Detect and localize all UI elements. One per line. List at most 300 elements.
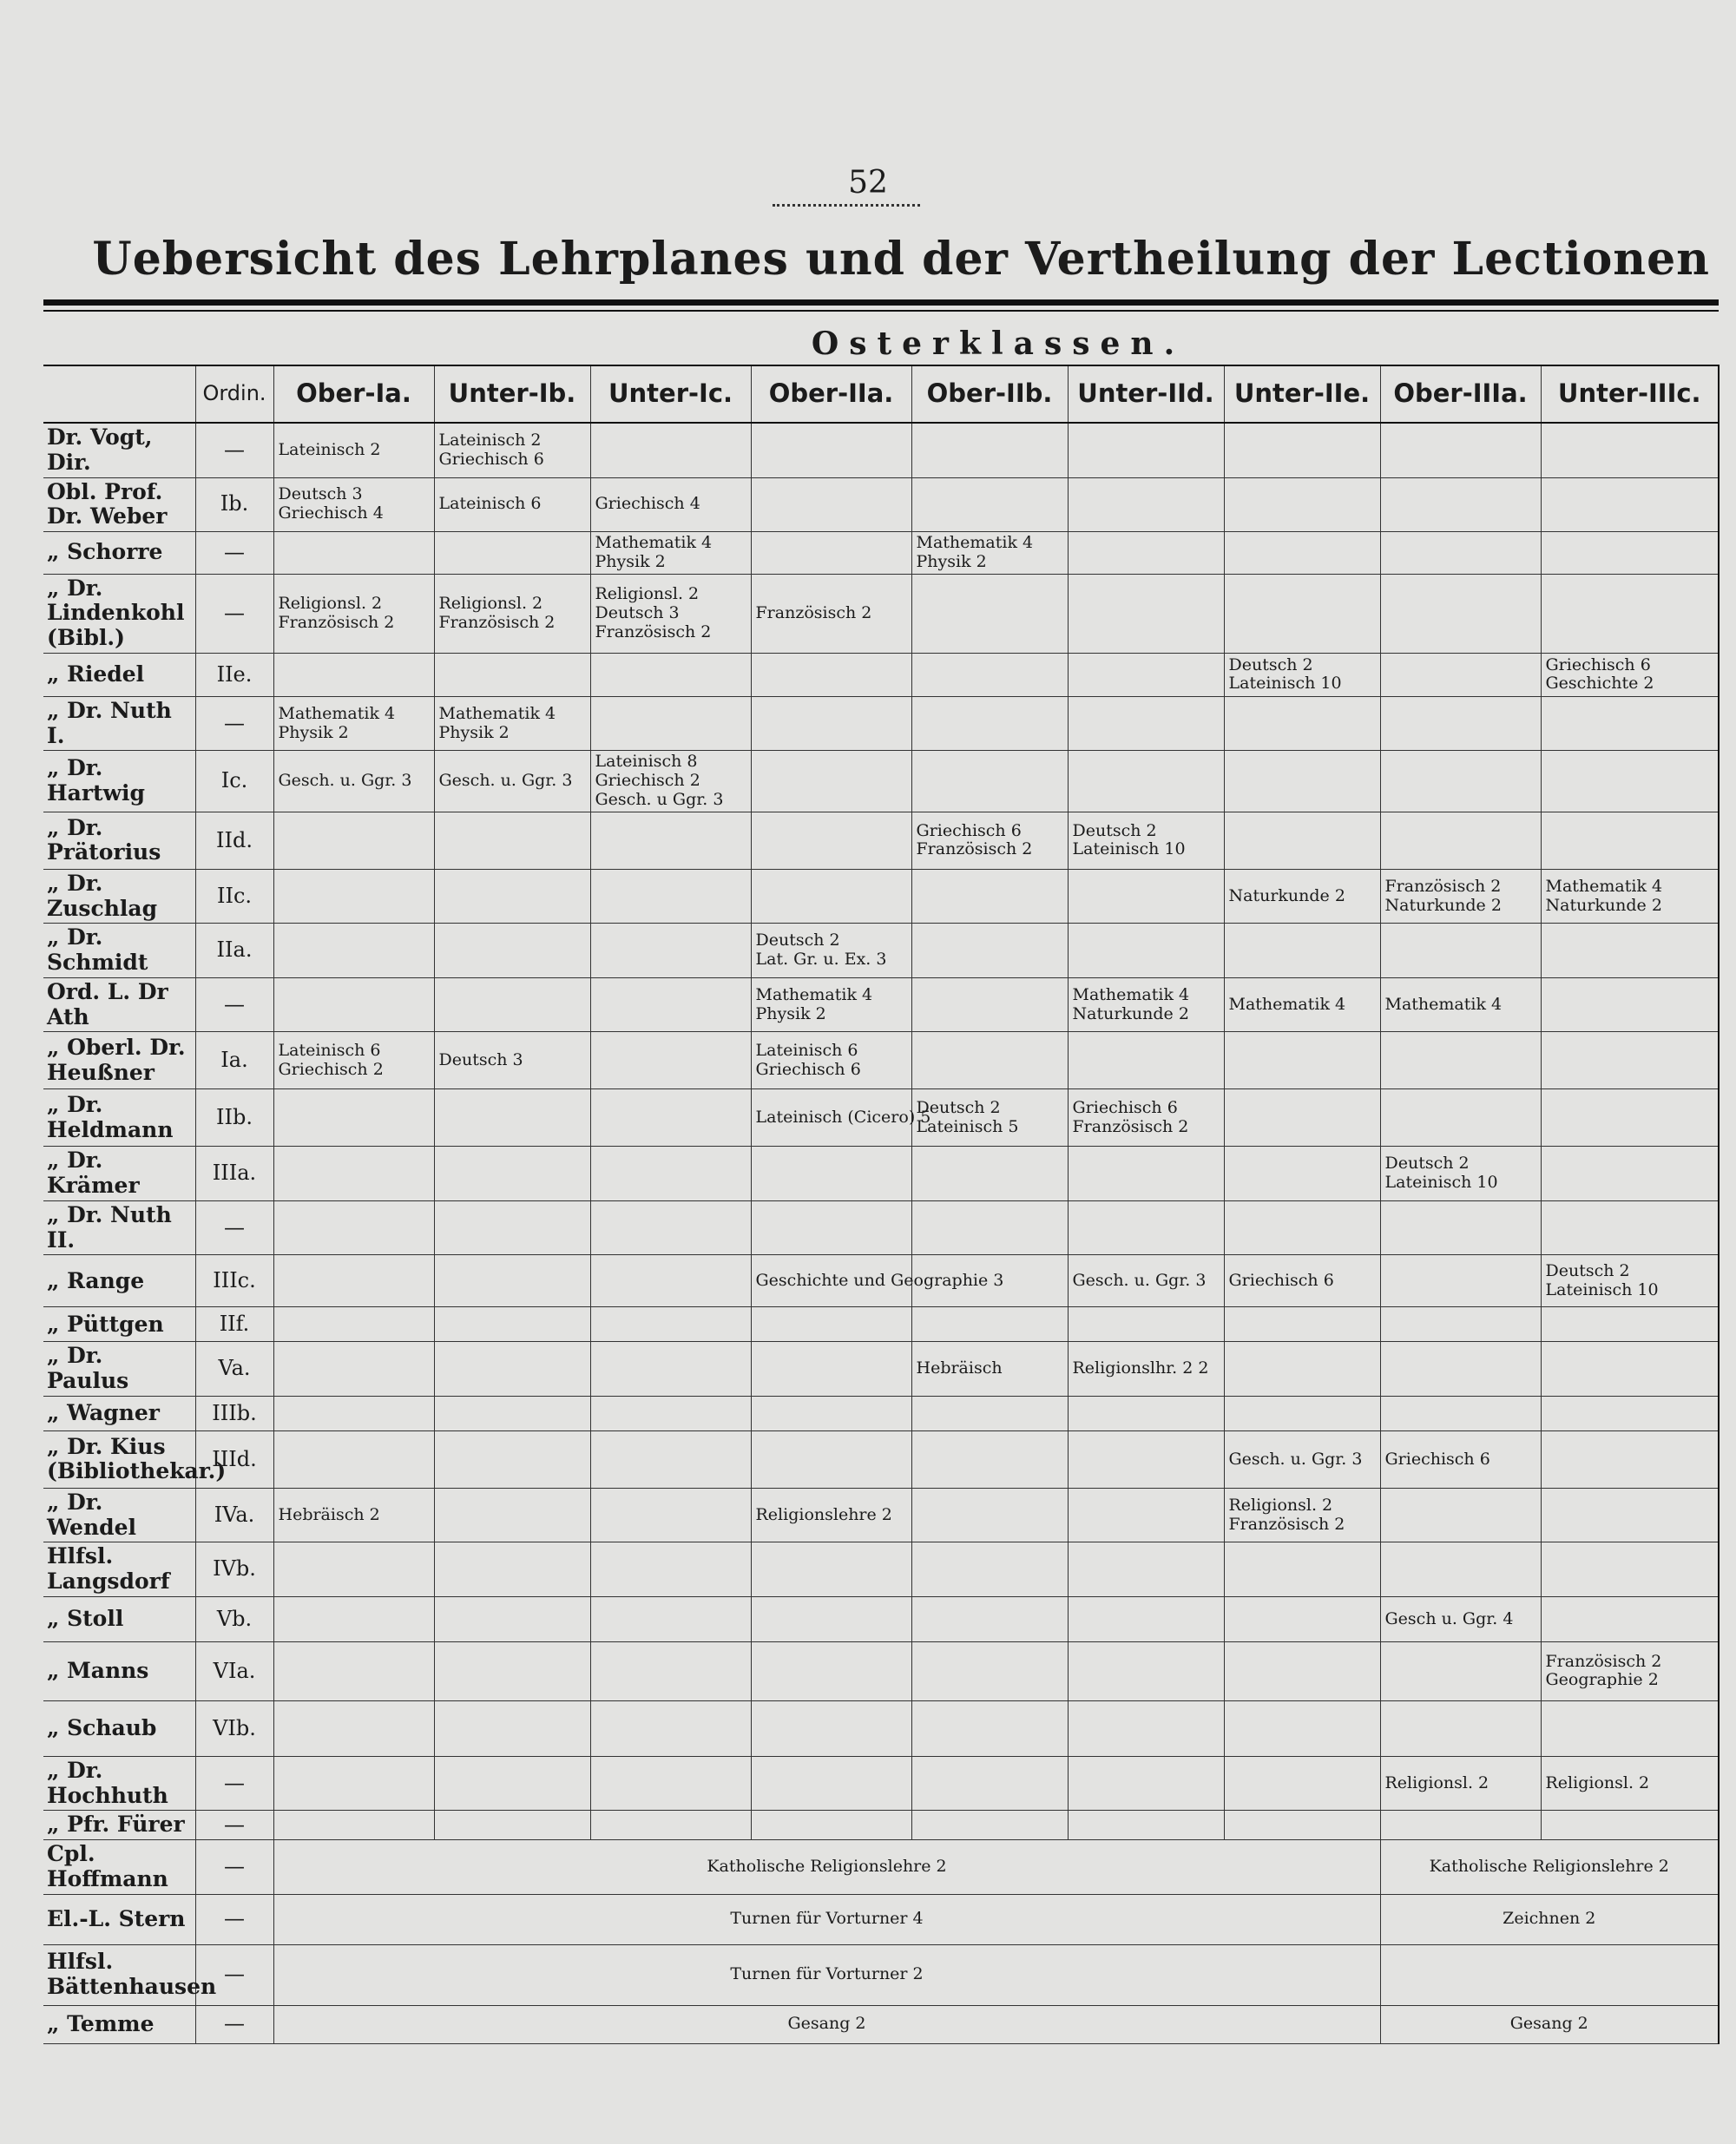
lesson-cell xyxy=(751,696,911,751)
lesson-span-cell-left: Katholische Religionslehre 2 xyxy=(273,1840,1380,1895)
lesson-cell xyxy=(434,1430,590,1488)
lesson-cell xyxy=(273,696,434,751)
table-row xyxy=(43,1944,1719,2005)
lesson-cell xyxy=(1068,532,1224,575)
teacher-name: Hlfsl. Langsdorf xyxy=(43,1542,195,1597)
lesson-cell xyxy=(911,1147,1068,1201)
lesson-cell xyxy=(590,1396,751,1430)
ordinarius-class: IId. xyxy=(195,812,273,869)
lesson-cell xyxy=(590,653,751,696)
lesson-cell xyxy=(1380,1700,1541,1756)
lesson-cell xyxy=(1541,696,1719,751)
teacher-name: „ Dr. Kius (Bibliothekar.) xyxy=(43,1430,195,1488)
ordinarius-class: IVa. xyxy=(195,1488,273,1542)
lesson-cell xyxy=(1224,1200,1380,1255)
page-title: Uebersicht des Lehrplanes und der Vertheilung der Lectionen xyxy=(92,233,1710,286)
table-row xyxy=(43,1255,1719,1307)
lesson-text: Deutsch 3 Griechisch 4 xyxy=(278,484,384,523)
lesson-cell xyxy=(1380,869,1541,924)
lesson-cell xyxy=(1380,1255,1541,1307)
ordinarius-class: IIIa. xyxy=(195,1147,273,1201)
teacher-name: „ Dr. Lindenkohl (Bibl.) xyxy=(43,574,195,653)
lesson-text: Mathematik 4 Naturkunde 2 xyxy=(1072,984,1190,1023)
table-row xyxy=(43,423,1719,477)
lesson-cell xyxy=(1541,1488,1719,1542)
lesson-cell xyxy=(911,423,1068,477)
lesson-text: Gesch. u. Ggr. 3 xyxy=(1072,1271,1207,1291)
column-header-ordin: Ordin. xyxy=(195,365,273,423)
lesson-cell xyxy=(1224,1396,1380,1430)
lesson-cell xyxy=(434,1396,590,1430)
lesson-cell xyxy=(590,1200,751,1255)
lesson-text: Deutsch 3 xyxy=(438,1050,523,1070)
ordinarius-class: — xyxy=(195,574,273,653)
lesson-cell xyxy=(1380,924,1541,978)
ordinarius-class: — xyxy=(195,977,273,1032)
lesson-cell xyxy=(1068,1700,1224,1756)
lesson-cell xyxy=(751,532,911,575)
lesson-cell xyxy=(1380,977,1541,1032)
teaching-plan-table xyxy=(43,365,1720,2044)
class-group-title: Osterklassen. xyxy=(811,326,1186,362)
lesson-cell xyxy=(434,423,590,477)
table-row xyxy=(43,1840,1719,1895)
lesson-text: Französisch 2 Geographie 2 xyxy=(1545,1651,1662,1690)
lesson-span-cell-right: Gesang 2 xyxy=(1380,2005,1719,2043)
table-row xyxy=(43,477,1719,532)
column-header-class: Ober-IIIa. xyxy=(1380,365,1541,423)
lesson-cell xyxy=(1380,1811,1541,1840)
lesson-cell xyxy=(434,1307,590,1342)
table-row xyxy=(43,1641,1719,1700)
lesson-text: Lateinisch 2 xyxy=(278,439,381,459)
lesson-text: Lateinisch 6 xyxy=(438,494,542,514)
lesson-cell xyxy=(1380,532,1541,575)
lesson-text: Gesch u. Ggr. 4 xyxy=(1384,1608,1514,1628)
lesson-cell xyxy=(1224,869,1380,924)
column-header-class: Unter-IId. xyxy=(1068,365,1224,423)
teacher-name: Cpl. Hoffmann xyxy=(43,1840,195,1895)
lesson-cell xyxy=(590,574,751,653)
lesson-text: Deutsch 2 Lateinisch 10 xyxy=(1228,654,1342,694)
lesson-cell xyxy=(590,1488,751,1542)
ordinarius-class: IIIc. xyxy=(195,1255,273,1307)
lesson-cell xyxy=(590,1756,751,1811)
lesson-cell xyxy=(751,1756,911,1811)
lesson-cell xyxy=(273,1542,434,1597)
lesson-cell xyxy=(273,423,434,477)
lesson-text: Hebräisch 2 xyxy=(278,1504,380,1524)
lesson-cell xyxy=(751,574,911,653)
lesson-cell xyxy=(1541,532,1719,575)
lesson-cell xyxy=(1541,1307,1719,1342)
lesson-cell xyxy=(1380,574,1541,653)
lesson-cell xyxy=(273,1032,434,1089)
lesson-cell xyxy=(434,869,590,924)
table-body xyxy=(43,423,1719,2043)
lesson-cell xyxy=(1068,977,1224,1032)
lesson-cell xyxy=(273,1342,434,1397)
lesson-cell xyxy=(1380,1089,1541,1147)
lesson-cell xyxy=(911,1200,1068,1255)
lesson-text: Mathematik 4 xyxy=(1228,994,1346,1014)
lesson-cell xyxy=(434,1032,590,1089)
lesson-span-cell-right: Katholische Religionslehre 2 xyxy=(1380,1840,1719,1895)
ordinarius-class: IIa. xyxy=(195,924,273,978)
lesson-cell xyxy=(1068,1811,1224,1840)
lesson-cell xyxy=(273,1307,434,1342)
lesson-cell xyxy=(1068,1596,1224,1641)
lesson-cell xyxy=(911,1641,1068,1700)
lesson-cell xyxy=(1541,1430,1719,1488)
lesson-cell xyxy=(1380,423,1541,477)
lesson-cell xyxy=(751,1255,1004,1307)
teacher-name: „ Temme xyxy=(43,2005,195,2043)
ordinarius-class: — xyxy=(195,1811,273,1840)
ordinarius-class: — xyxy=(195,1944,273,2005)
ordinarius-class: IIe. xyxy=(195,653,273,696)
lesson-cell xyxy=(590,1596,751,1641)
table-row xyxy=(43,1488,1719,1542)
lesson-cell xyxy=(911,812,1068,869)
lesson-text: Griechisch 6 xyxy=(1384,1449,1490,1469)
lesson-cell xyxy=(1224,1255,1380,1307)
lesson-cell xyxy=(1224,1596,1380,1641)
lesson-cell xyxy=(1541,1811,1719,1840)
teacher-name: „ Püttgen xyxy=(43,1307,195,1342)
lesson-cell xyxy=(751,1542,911,1597)
lesson-cell xyxy=(1541,574,1719,653)
teacher-name: „ Dr. Hochhuth xyxy=(43,1756,195,1811)
lesson-cell xyxy=(590,1700,751,1756)
lesson-cell xyxy=(1541,1596,1719,1641)
lesson-text: Religionsl. 2 Französisch 2 xyxy=(1228,1495,1345,1534)
lesson-cell xyxy=(590,1430,751,1488)
lesson-text: Mathematik 4 Physik 2 xyxy=(755,984,873,1023)
lesson-cell xyxy=(751,653,911,696)
teacher-name: „ Dr. Heldmann xyxy=(43,1089,195,1147)
lesson-cell xyxy=(1224,1811,1380,1840)
lesson-cell xyxy=(434,1641,590,1700)
table-row xyxy=(43,1811,1719,1840)
lesson-cell xyxy=(1380,477,1541,532)
lesson-cell xyxy=(751,977,911,1032)
lesson-cell xyxy=(911,1488,1068,1542)
lesson-cell xyxy=(434,532,590,575)
lesson-cell xyxy=(751,1596,911,1641)
ordinarius-class: — xyxy=(195,2005,273,2043)
lesson-text: Französisch 2 xyxy=(755,602,872,622)
lesson-cell xyxy=(1068,1255,1224,1307)
lesson-cell xyxy=(751,1700,911,1756)
lesson-cell xyxy=(1541,1200,1719,1255)
teacher-name: El.-L. Stern xyxy=(43,1894,195,1944)
heavy-top-rule xyxy=(43,299,1719,306)
table-row xyxy=(43,924,1719,978)
lesson-text: Mathematik 4 Physik 2 xyxy=(916,533,1034,571)
lesson-cell xyxy=(1541,653,1719,696)
lesson-cell xyxy=(911,532,1068,575)
lesson-cell xyxy=(1380,1396,1541,1430)
lesson-span-cell-right xyxy=(1380,1944,1719,2005)
lesson-cell xyxy=(1541,1255,1719,1307)
teacher-name: „ Range xyxy=(43,1255,195,1307)
lesson-cell xyxy=(751,869,911,924)
teacher-name: „ Dr. Prätorius xyxy=(43,812,195,869)
lesson-cell xyxy=(751,1430,911,1488)
lesson-text: Deutsch 2 Lat. Gr. u. Ex. 3 xyxy=(755,931,887,970)
lesson-cell xyxy=(1224,1307,1380,1342)
table-row xyxy=(43,653,1719,696)
lesson-cell xyxy=(434,1756,590,1811)
lesson-cell xyxy=(911,751,1068,812)
lesson-cell xyxy=(1224,532,1380,575)
teacher-name: „ Dr. Paulus xyxy=(43,1342,195,1397)
lesson-cell xyxy=(1068,1147,1224,1201)
lesson-cell xyxy=(1380,696,1541,751)
teacher-name: „ Dr. Krämer xyxy=(43,1147,195,1201)
lesson-text: Griechisch 6 Geschichte 2 xyxy=(1545,654,1654,694)
lesson-cell xyxy=(1541,1032,1719,1089)
lesson-cell xyxy=(1068,653,1224,696)
lesson-cell xyxy=(1541,812,1719,869)
lesson-text: Lateinisch 2 Griechisch 6 xyxy=(438,430,544,469)
lesson-cell xyxy=(434,1488,590,1542)
lesson-cell xyxy=(751,1811,911,1840)
lesson-cell xyxy=(273,653,434,696)
lesson-cell xyxy=(1224,1700,1380,1756)
table-header-row xyxy=(43,365,1719,423)
lesson-cell xyxy=(751,1641,911,1700)
table-row xyxy=(43,1542,1719,1597)
lesson-span-cell-left: Turnen für Vorturner 2 xyxy=(273,1944,1380,2005)
lesson-cell xyxy=(434,924,590,978)
lesson-cell xyxy=(1068,574,1224,653)
teacher-name: Ord. L. Dr Ath xyxy=(43,977,195,1032)
lesson-cell xyxy=(1541,977,1719,1032)
lesson-cell xyxy=(590,696,751,751)
lesson-cell xyxy=(1380,812,1541,869)
lesson-cell xyxy=(1224,1488,1380,1542)
teacher-name: „ Riedel xyxy=(43,653,195,696)
ordinarius-class: Vb. xyxy=(195,1596,273,1641)
table-row xyxy=(43,751,1719,812)
lesson-cell xyxy=(751,924,911,978)
lesson-cell xyxy=(1380,1200,1541,1255)
lesson-cell xyxy=(590,1641,751,1700)
lesson-cell xyxy=(590,1089,751,1147)
teacher-name: „ Manns xyxy=(43,1641,195,1700)
lesson-cell xyxy=(751,1488,911,1542)
lesson-text: Mathematik 4 Physik 2 xyxy=(278,703,396,742)
lesson-cell xyxy=(434,1342,590,1397)
column-header-class: Unter-IIIc. xyxy=(1541,365,1719,423)
lesson-text: Geschichte und Geographie 3 xyxy=(755,1271,1004,1291)
lesson-cell xyxy=(590,1147,751,1201)
lesson-cell xyxy=(1224,1430,1380,1488)
lesson-cell xyxy=(751,1089,931,1147)
table-row xyxy=(43,574,1719,653)
lesson-cell xyxy=(434,1147,590,1201)
lesson-cell xyxy=(590,423,751,477)
lesson-text: Gesch. u. Ggr. 3 xyxy=(1228,1449,1363,1469)
ordinarius-class: IVb. xyxy=(195,1542,273,1597)
lesson-cell xyxy=(1541,1396,1719,1430)
lesson-cell xyxy=(434,696,590,751)
lesson-cell xyxy=(1224,423,1380,477)
teacher-name: „ Schaub xyxy=(43,1700,195,1756)
lesson-cell xyxy=(273,1430,434,1488)
lesson-cell xyxy=(1541,1542,1719,1597)
teacher-name: „ Schorre xyxy=(43,532,195,575)
lesson-cell xyxy=(1224,1641,1380,1700)
lesson-cell xyxy=(751,1307,911,1342)
lesson-text: Französisch 2 Naturkunde 2 xyxy=(1384,876,1502,915)
lesson-cell xyxy=(1224,696,1380,751)
lesson-cell xyxy=(1224,1089,1380,1147)
lesson-cell xyxy=(434,1089,590,1147)
lesson-cell xyxy=(1380,1756,1541,1811)
lesson-cell xyxy=(273,1089,434,1147)
table-row xyxy=(43,1089,1719,1147)
teacher-name: „ Oberl. Dr. Heußner xyxy=(43,1032,195,1089)
lesson-cell xyxy=(911,477,1068,532)
lesson-text: Hebräisch xyxy=(916,1358,1003,1378)
lesson-cell xyxy=(751,1342,911,1397)
lesson-cell xyxy=(751,1147,911,1201)
lesson-cell xyxy=(1068,1488,1224,1542)
lesson-cell xyxy=(911,1596,1068,1641)
lesson-cell xyxy=(1224,977,1380,1032)
column-header-class: Ober-IIb. xyxy=(911,365,1068,423)
lesson-cell xyxy=(1380,1342,1541,1397)
lesson-text: Religionsl. 2 xyxy=(1545,1772,1650,1792)
lesson-cell xyxy=(911,1811,1068,1840)
lesson-cell xyxy=(590,1307,751,1342)
lesson-cell xyxy=(911,574,1068,653)
lesson-cell xyxy=(1541,751,1719,812)
lesson-cell xyxy=(1380,653,1541,696)
lesson-cell xyxy=(434,1542,590,1597)
lesson-cell xyxy=(590,1255,751,1307)
lesson-cell xyxy=(434,1811,590,1840)
lesson-cell xyxy=(273,1811,434,1840)
lesson-cell xyxy=(751,812,911,869)
table-row xyxy=(43,1894,1719,1944)
table-row xyxy=(43,696,1719,751)
lesson-cell xyxy=(1541,869,1719,924)
lesson-text: Deutsch 2 Lateinisch 10 xyxy=(1072,820,1186,859)
lesson-cell xyxy=(911,1700,1068,1756)
lesson-text: Lateinisch 6 Griechisch 6 xyxy=(755,1041,861,1079)
lesson-text: Religionsl. 2 xyxy=(1384,1772,1489,1792)
lesson-cell xyxy=(751,1396,911,1430)
lesson-text: Deutsch 2 Lateinisch 10 xyxy=(1545,1261,1659,1299)
lesson-cell xyxy=(1224,653,1380,696)
lesson-cell xyxy=(1068,1641,1224,1700)
lesson-text: Lateinisch 6 Griechisch 2 xyxy=(278,1041,384,1079)
lesson-cell xyxy=(273,1641,434,1700)
lesson-text: Religionsl. 2 Französisch 2 xyxy=(278,593,395,632)
lesson-cell xyxy=(434,477,590,532)
table-row xyxy=(43,2005,1719,2043)
ordinarius-class: Va. xyxy=(195,1342,273,1397)
lesson-text: Mathematik 4 Naturkunde 2 xyxy=(1545,876,1663,915)
ordinarius-class: VIa. xyxy=(195,1641,273,1700)
table-row xyxy=(43,532,1719,575)
teacher-name: „ Dr. Schmidt xyxy=(43,924,195,978)
ordinarius-class: IIc. xyxy=(195,869,273,924)
lesson-cell xyxy=(1380,1307,1541,1342)
lesson-text: Griechisch 6 Französisch 2 xyxy=(916,820,1033,859)
lesson-text: Lateinisch 8 Griechisch 2 Gesch. u Ggr. 3 xyxy=(595,752,724,810)
lesson-cell xyxy=(434,1200,590,1255)
lesson-cell xyxy=(1380,1032,1541,1089)
lesson-cell xyxy=(590,751,751,812)
lesson-cell xyxy=(590,1032,751,1089)
column-header-class: Unter-Ic. xyxy=(590,365,751,423)
column-header-class: Unter-Ib. xyxy=(434,365,590,423)
lesson-cell xyxy=(273,869,434,924)
ordinarius-class: IIf. xyxy=(195,1307,273,1342)
lesson-cell xyxy=(911,1396,1068,1430)
lesson-cell xyxy=(1541,1700,1719,1756)
lesson-cell xyxy=(1224,477,1380,532)
lesson-cell xyxy=(1068,1542,1224,1597)
lesson-cell xyxy=(1541,423,1719,477)
lesson-text: Religionsl. 2 Französisch 2 xyxy=(438,593,556,632)
lesson-cell xyxy=(911,1089,1068,1147)
table-row xyxy=(43,1596,1719,1641)
lesson-cell xyxy=(273,751,434,812)
lesson-cell xyxy=(590,532,751,575)
ordinarius-class: — xyxy=(195,1200,273,1255)
lesson-cell xyxy=(1224,812,1380,869)
lesson-cell xyxy=(751,1032,911,1089)
ordinarius-class: VIb. xyxy=(195,1700,273,1756)
column-header-class: Unter-IIe. xyxy=(1224,365,1380,423)
lesson-cell xyxy=(434,977,590,1032)
lesson-cell xyxy=(1068,1032,1224,1089)
lesson-cell xyxy=(590,977,751,1032)
ordinarius-class: IIb. xyxy=(195,1089,273,1147)
ordinarius-class: Ia. xyxy=(195,1032,273,1089)
table-row xyxy=(43,1430,1719,1488)
teacher-name: „ Dr. Hartwig xyxy=(43,751,195,812)
lesson-cell xyxy=(1068,1200,1224,1255)
ordinarius-class: — xyxy=(195,1894,273,1944)
table-row xyxy=(43,1032,1719,1089)
table-row xyxy=(43,1700,1719,1756)
lesson-cell xyxy=(1224,1032,1380,1089)
lesson-cell xyxy=(273,1596,434,1641)
lesson-text: Griechisch 6 xyxy=(1228,1271,1334,1291)
lesson-cell xyxy=(273,1488,434,1542)
ordinarius-class: — xyxy=(195,1756,273,1811)
table-row xyxy=(43,1307,1719,1342)
lesson-cell xyxy=(273,477,434,532)
lesson-span-cell-right: Zeichnen 2 xyxy=(1380,1894,1719,1944)
lesson-text: Deutsch 2 Lateinisch 10 xyxy=(1384,1154,1498,1193)
lesson-cell xyxy=(590,924,751,978)
ordinarius-class: IIId. xyxy=(195,1430,273,1488)
lesson-text: Gesch. u. Ggr. 3 xyxy=(438,771,573,791)
lesson-cell xyxy=(273,1700,434,1756)
thin-top-rule xyxy=(43,310,1719,312)
lesson-text: Gesch. u. Ggr. 3 xyxy=(278,771,412,791)
lesson-text: Religionsl. 2 Deutsch 3 Französisch 2 xyxy=(595,584,712,641)
teacher-name: „ Dr. Wendel xyxy=(43,1488,195,1542)
